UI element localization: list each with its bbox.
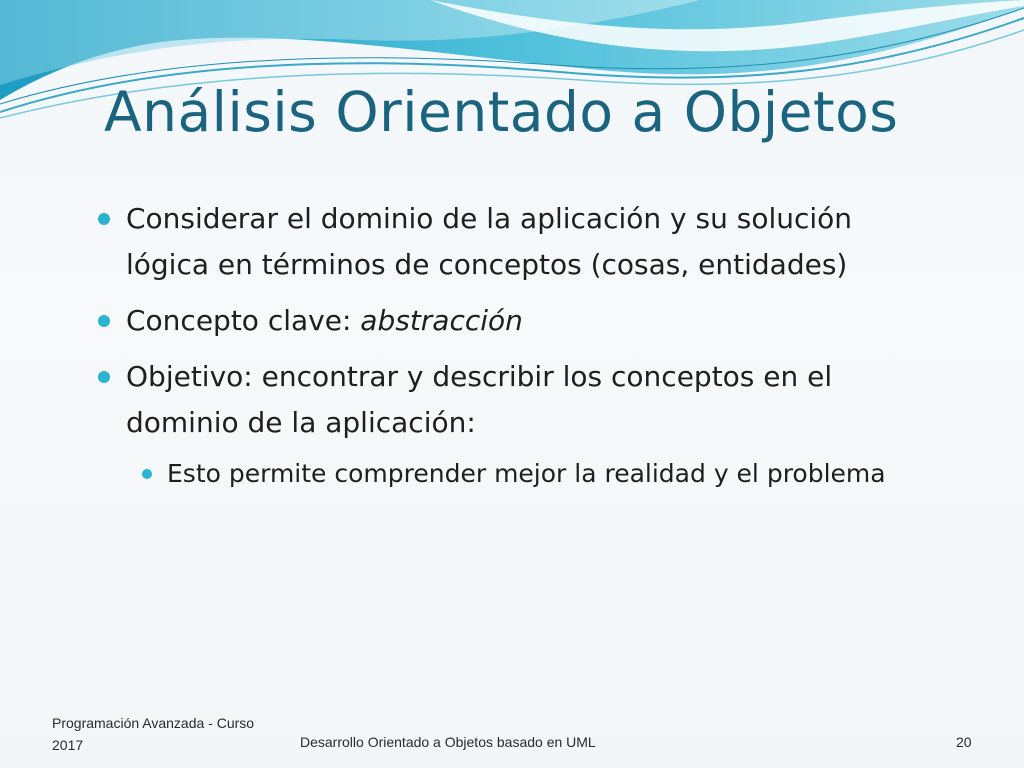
bullet-text: Concepto clave: <box>126 304 361 337</box>
footer-course-line2: 2017 <box>52 737 84 753</box>
bullet-icon <box>98 371 110 383</box>
bullet-text: Considerar el dominio de la aplicación y su solución lógica en términos de conceptos (cosas, entidades) <box>126 202 853 281</box>
sub-bullet-text: Esto permite comprender mejor la realidad y el problema <box>167 459 886 488</box>
footer-title: Desarrollo Orientado a Objetos basado en UML <box>300 734 596 750</box>
bullet-item <box>95 354 915 446</box>
bullet-icon <box>98 315 110 327</box>
bullet-icon <box>98 213 110 225</box>
bullet-item <box>95 298 915 344</box>
footer-course <box>52 712 292 756</box>
slide-title: Análisis Orientado a Objetos <box>104 80 899 144</box>
bullet-text: Objetivo: encontrar y describir los conceptos en el dominio de la aplicación: <box>126 360 833 439</box>
sub-bullet-item <box>95 454 915 494</box>
page-number: 20 <box>956 734 972 750</box>
bullet-emphasis: abstracción <box>360 304 523 337</box>
bullet-list <box>95 196 915 494</box>
footer-course-line1: Programación Avanzada - Curso <box>52 715 255 731</box>
sub-bullet-icon <box>142 469 152 479</box>
bullet-item <box>95 196 915 288</box>
